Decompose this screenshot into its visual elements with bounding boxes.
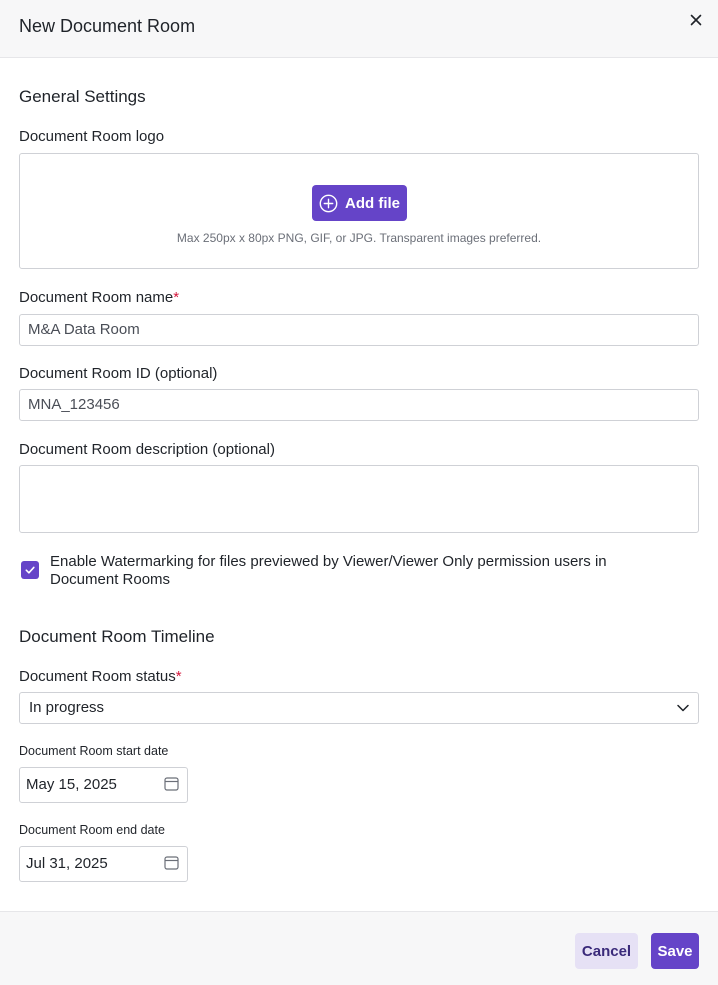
end-date-value: Jul 31, 2025 (26, 855, 108, 872)
required-marker: * (175, 668, 182, 685)
plus-circle-icon (319, 194, 338, 213)
watermark-label: Enable Watermarking for files previewed by Viewer/Viewer Only permission users in Document Rooms (50, 553, 607, 588)
close-icon (690, 14, 702, 26)
dialog-title: New Document Room (19, 16, 196, 36)
checkmark-icon (24, 564, 36, 576)
description-input[interactable] (19, 465, 699, 533)
status-select[interactable] (19, 692, 699, 724)
logo-hint: Max 250px x 80px PNG, GIF, or JPG. Transparent images preferred. (176, 231, 542, 245)
calendar-icon[interactable] (164, 776, 179, 791)
description-label: Document Room description (optional) (19, 441, 275, 458)
add-file-label: Add file (345, 194, 400, 212)
required-marker: * (173, 289, 180, 306)
chevron-down-icon (676, 701, 690, 715)
save-button[interactable]: Save (651, 933, 699, 969)
status-label (19, 668, 182, 685)
start-date-label: Document Room start date (19, 744, 169, 758)
timeline-heading: Document Room Timeline (19, 627, 215, 646)
dialog-header (0, 0, 718, 58)
general-settings-heading: General Settings (19, 87, 146, 106)
add-file-button[interactable] (312, 185, 407, 221)
name-label-text: Document Room name (19, 289, 174, 306)
start-date-value: May 15, 2025 (26, 776, 117, 793)
calendar-icon[interactable] (164, 855, 179, 870)
dialog-footer (0, 911, 718, 985)
name-input[interactable]: M&A Data Room (19, 314, 699, 346)
close-button[interactable] (686, 10, 706, 30)
watermark-checkbox[interactable] (21, 561, 39, 579)
end-date-label: Document Room end date (19, 823, 165, 837)
name-label (19, 289, 179, 306)
id-label: Document Room ID (optional) (19, 365, 218, 382)
start-date-input[interactable] (19, 767, 188, 803)
cancel-button[interactable]: Cancel (575, 933, 638, 969)
status-label-text: Document Room status (19, 668, 176, 685)
id-input[interactable]: MNA_123456 (19, 389, 699, 421)
logo-dropzone[interactable] (19, 153, 699, 269)
status-value: In progress (29, 699, 105, 716)
end-date-input[interactable] (19, 846, 188, 882)
logo-label: Document Room logo (19, 128, 165, 145)
